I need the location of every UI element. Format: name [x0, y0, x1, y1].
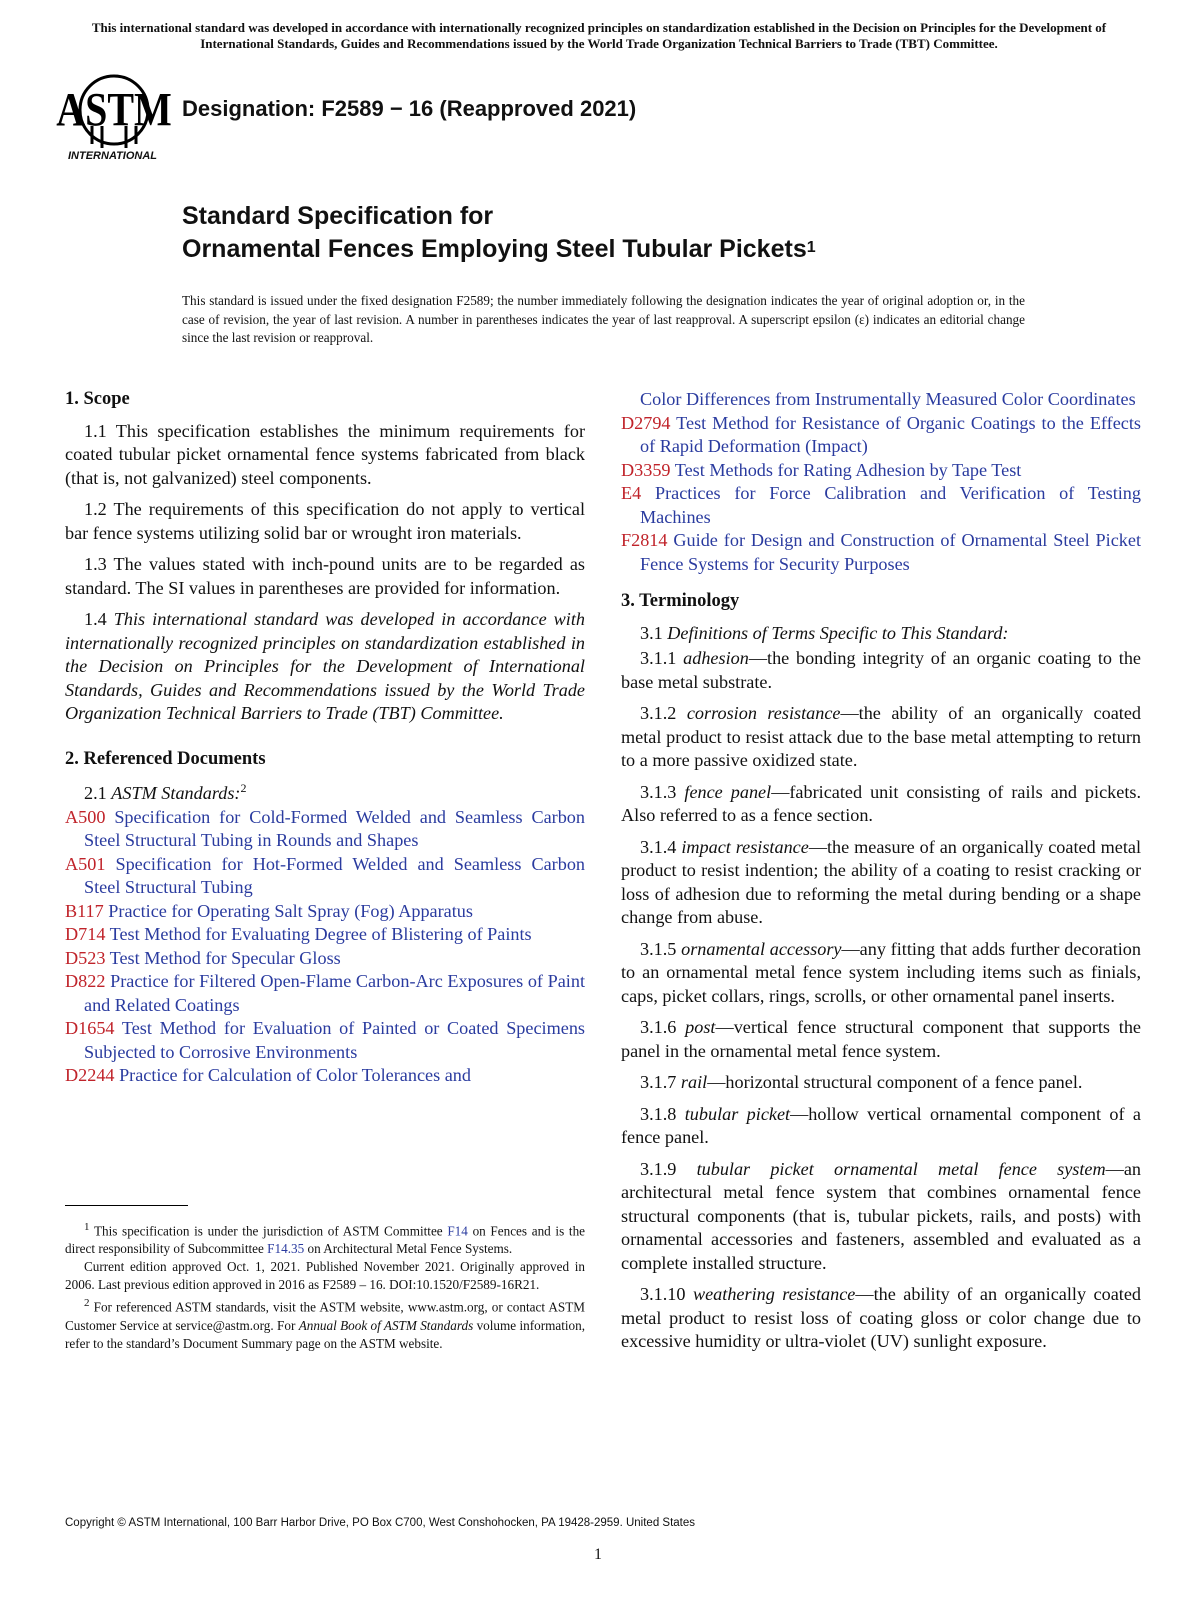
footnotes: [65, 1218, 585, 1353]
term-name: tubular picket ornamental metal fence system: [696, 1158, 1106, 1179]
term-definition: 3.1.1 adhesion—the bonding integrity of an organic coating to the base metal substrate.: [621, 648, 1141, 692]
reference-title[interactable]: Test Method for Resistance of Organic Coatings to the Effects of Rapid Deformation (Impact): [640, 412, 1141, 456]
reference-code[interactable]: D2794: [621, 412, 671, 433]
reference-title[interactable]: Test Method for Specular Gloss: [109, 947, 341, 968]
term-name: weathering resistance: [692, 1284, 856, 1304]
term-name: impact resistance: [681, 836, 809, 857]
term-name: fence panel: [684, 781, 772, 802]
refdocs-heading: 2. Referenced Documents: [65, 748, 266, 769]
footnote-2: $^2$ For referenced ASTM standards, visit the ASTM website, www.astm.org, or contact ASTM Customer Service at service@astm.org. For Annual Book of ASTM Standards volume information, refer to the standard’s Document Summary page on the ASTM website.: [65, 1297, 586, 1351]
reference-item[interactable]: [65, 947, 585, 971]
term-name: adhesion: [683, 648, 749, 668]
term-definition: 3.1.6 post—vertical fence structural component that supports the panel in the ornamental metal fence system.: [621, 1017, 1141, 1061]
footnote-1-edition: Current edition approved Oct. 1, 2021. Published November 2021. Originally approved in 2006. Last previous edition approved in 2016 as F2589 – 16. DOI:10.1520/F2589-16R21.: [65, 1259, 585, 1293]
reference-title[interactable]: Practice for Calculation of Color Tolerances and: [119, 1065, 471, 1086]
reference-item[interactable]: [65, 1064, 585, 1088]
reference-title[interactable]: Guide for Design and Construction of Ornamental Steel Picket Fence Systems for Security Purposes: [640, 530, 1141, 574]
term-name: tubular picket: [684, 1103, 791, 1124]
reference-code[interactable]: A500: [65, 806, 106, 827]
reference-item[interactable]: [65, 900, 585, 924]
reference-title[interactable]: Test Method for Evaluation of Painted or Coated Specimens Subjected to Corrosive Environments: [84, 1018, 585, 1062]
reference-title[interactable]: Specification for Hot-Formed Welded and Seamless Carbon Steel Structural Tubing: [84, 853, 586, 898]
footnote-1: $^1$ This specification is under the jurisdiction of ASTM Committee F14 on Fences and is the direct responsibility of Subcommittee F14.35 on Architectural Metal Fence Systems.: [65, 1221, 586, 1257]
term-name: corrosion resistance: [686, 703, 841, 723]
term-definition: 3.1.3 fence panel—fabricated unit consisting of rails and pickets. Also referred to as a fence section.: [621, 781, 1141, 825]
reference-title[interactable]: Practice for Filtered Open-Flame Carbon-Arc Exposures of Paint and Related Coatings: [84, 971, 585, 1015]
reference-item[interactable]: [621, 459, 1141, 483]
reference-list-continued: [621, 412, 1141, 577]
term-definition: 3.1.10 weathering resistance—the ability of an organically coated metal product to resist loss of coating gloss or color change due to excessive humidity or ultra-violet (UV) sunlight exposure.: [621, 1284, 1141, 1351]
term-definition: 3.1.4 impact resistance—the measure of an organically coated metal product to resist indention; the ability of a coating to resist cracking or loss of adhesion due to reforming the metal during bending or a shape change from abuse.: [621, 836, 1142, 927]
reference-item[interactable]: [65, 853, 585, 900]
definitions-label: 3.1 Definitions of Terms Specific to This Standard:: [640, 622, 1009, 643]
reference-code[interactable]: D714: [65, 924, 106, 945]
reference-item[interactable]: [65, 806, 585, 853]
scope-1-4: 1.4 This international standard was developed in accordance with internationally recognized principles on standardization established in the Decision on Principles for the Development of International Standards, Guides and Recommendations issued by the World Trade Organization Technical Barriers to Trade (TBT) Committee.: [65, 609, 586, 723]
subcommittee-link[interactable]: F14.35: [267, 1241, 305, 1257]
reference-item[interactable]: [65, 970, 585, 1017]
title-footnote-marker[interactable]: 1: [806, 239, 816, 256]
term-definition: 3.1.8 tubular picket—hollow vertical ornamental component of a fence panel.: [621, 1103, 1141, 1147]
title-line-1: Standard Specification for: [182, 202, 494, 230]
reference-title[interactable]: Test Method for Evaluating Degree of Blistering of Paints: [109, 924, 532, 945]
reference-title[interactable]: Test Methods for Rating Adhesion by Tape Test: [674, 459, 1022, 480]
reference-item[interactable]: [65, 923, 585, 947]
terminology-heading: 3. Terminology: [621, 591, 740, 611]
term-name: post: [685, 1017, 716, 1037]
footnote-divider: [65, 1205, 188, 1206]
logo-subtext: INTERNATIONAL: [68, 150, 158, 162]
scope-1-3: 1.3 The values stated with inch-pound units are to be regarded as standard. The SI values in parentheses are provided for information.: [65, 554, 585, 598]
reference-code[interactable]: D822: [65, 971, 106, 992]
logo-wordmark: ASTM: [56, 83, 172, 137]
left-column: [65, 388, 585, 1088]
tbt-notice: This international standard was developed in accordance with internationally recognized principles on standardization established in the Decision on Principles for the Development of International Standards, Guides and Recommendations issued by the World Trade Organization Technical Barriers to Trade (TBT) Committee.: [91, 20, 1107, 51]
document-title: [182, 200, 816, 266]
term-definition: 3.1.9 tubular picket ornamental metal fence system—an architectural metal fence system that combines ornamental fence structural components (that is, tubular pickets, rails, and posts) with ornamental accessories and fasteners, assembled and evaluated as a complete installed structure.: [621, 1158, 1141, 1273]
committee-link[interactable]: F14: [447, 1223, 468, 1239]
scope-1-1: 1.1 This specification establishes the minimum requirements for coated tubular picket ornamental fence systems fabricated from black (that is, not galvanized) steel components.: [65, 420, 585, 488]
term-name: rail: [680, 1072, 708, 1092]
reference-item[interactable]: [65, 1017, 585, 1064]
astm-standards-label: 2.1 ASTM Standards:$^2$: [84, 781, 247, 804]
reference-title[interactable]: Practice for Operating Salt Spray (Fog) Apparatus: [108, 900, 473, 921]
title-line-2: Ornamental Fences Employing Steel Tubular Pickets$^1$: [182, 235, 816, 263]
reference-title[interactable]: Practices for Force Calibration and Verification of Testing Machines: [640, 483, 1141, 527]
reference-title[interactable]: Specification for Cold-Formed Welded and Seamless Carbon Steel Structural Tubing in Rounds and Shapes: [84, 806, 585, 851]
designation: Designation: F2589 − 16 (Reapproved 2021): [182, 96, 637, 121]
term-definition: 3.1.7 rail—horizontal structural component of a fence panel.: [640, 1072, 1083, 1092]
reference-item[interactable]: [621, 529, 1141, 576]
copyright: Copyright © ASTM International, 100 Barr Harbor Drive, PO Box C700, West Conshohocken, PA 19428-2959. United States: [65, 1517, 696, 1529]
reference-code[interactable]: E4: [621, 483, 642, 503]
term-list: [621, 647, 1141, 1354]
reference-code[interactable]: B117: [65, 900, 104, 921]
scope-heading: 1. Scope: [65, 389, 130, 409]
reference-code[interactable]: D3359: [621, 459, 671, 480]
scope-1-2: 1.2 The requirements of this specification do not apply to vertical bar fence systems utilizing solid bar or wrought iron materials.: [65, 499, 585, 543]
term-definition: 3.1.2 corrosion resistance—the ability of an organically coated metal product to resist attack due to the base metal attempting to return to a more passive oxidized state.: [621, 703, 1141, 770]
reference-code[interactable]: F2814: [621, 530, 668, 550]
right-column: [621, 388, 1141, 1362]
page-number: 1: [594, 1546, 602, 1563]
reference-code[interactable]: D1654: [65, 1018, 115, 1039]
term-name: ornamental accessory: [681, 938, 842, 959]
issuance-note: This standard is issued under the fixed designation F2589; the number immediately following the designation indicates the year of original adoption or, in the case of revision, the year of last revision. A number in parentheses indicates the year of last reapproval. A superscript epsilon (ε) indicates an editorial change since the last revision or reapproval.: [182, 293, 1025, 345]
reference-code[interactable]: D523: [65, 947, 106, 968]
reference-continued[interactable]: Color Differences from Instrumentally Measured Color Coordinates: [640, 389, 1136, 409]
term-definition: 3.1.5 ornamental accessory—any fitting that adds further decoration to an ornamental metal fence system including items such as finials, caps, picket collars, rings, scrolls, or other ornamental panel inserts.: [621, 938, 1141, 1006]
reference-list: [65, 806, 585, 1088]
reference-code[interactable]: D2244: [65, 1065, 115, 1086]
reference-code[interactable]: A501: [65, 853, 106, 874]
reference-item[interactable]: [621, 412, 1141, 459]
reference-item[interactable]: [621, 482, 1141, 529]
